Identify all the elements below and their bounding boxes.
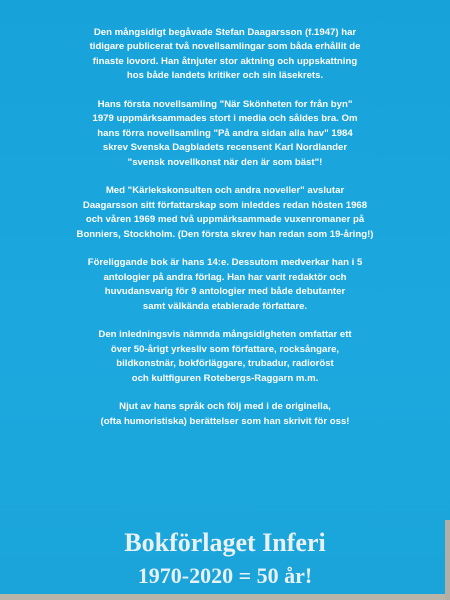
paragraph-authorship	[20, 184, 430, 242]
paragraph-anthologies	[20, 256, 430, 314]
text-line: Den mångsidigt begåvade Stefan Daagarsson (f.1947) har	[93, 27, 357, 38]
text-line: hos både landets kritiker och sin läsekrets.	[126, 70, 324, 82]
text-line: 1979 uppmärksammades stort i media och såldes bra. Om	[92, 113, 358, 125]
text-line: Den inledningsvis nämnda mångsidigheten omfattar ett	[98, 329, 352, 341]
paragraph-first-collection	[20, 98, 430, 170]
text-line: hans förra novellsamling "På andra sidan alla hav" 1984	[97, 127, 353, 139]
paragraph-career	[20, 328, 430, 386]
text-line: (ofta humoristiska) berättelser som han skrivit för oss!	[100, 415, 350, 427]
table-surface-corner	[445, 520, 450, 600]
publisher-anniversary: 1970-2020 = 50 år!	[137, 563, 313, 588]
text-line: skrev Svenska Dagbladets recensent Karl Nordlander	[102, 142, 348, 154]
text-line: huvudansvarig för 9 antologier med både debutanter	[104, 286, 346, 298]
paragraph-intro	[20, 26, 430, 84]
text-line: finaste lovord. Han åtnjuter stor aktning och uppskattning	[92, 55, 358, 67]
blurb-text	[20, 26, 430, 444]
text-line: och kultfiguren Rotebergs-Raggarn m.m.	[131, 372, 319, 384]
publisher-name: Bokförlaget Inferi	[124, 528, 326, 557]
text-line: Hans första novellsamling "När Skönheten for från byn"	[97, 99, 353, 111]
table-surface-edge	[0, 594, 450, 600]
text-line: och våren 1969 med två uppmärksammade vuxenromaner på	[85, 214, 365, 226]
text-line: Föreliggande bok är hans 14:e. Dessutom medverkar han i 5	[87, 257, 363, 269]
text-line: antologier på andra förlag. Han har varit redaktör och	[103, 271, 347, 283]
text-line: bildkonstnär, bokförläggare, trubadur, radioröst	[116, 358, 334, 370]
text-line: "svensk novellkonst när den är som bäst"!	[127, 156, 323, 168]
paragraph-closing	[20, 400, 430, 429]
text-line: över 50-årigt yrkesliv som författare, rocksångare,	[110, 343, 340, 355]
text-line: Med "Kärlekskonsulten och andra noveller" avslutar	[105, 185, 345, 197]
text-line: Daagarsson sitt författarskap som inleddes redan hösten 1968	[82, 199, 368, 211]
text-line: Njut av hans språk och följ med i de originella,	[119, 401, 331, 413]
text-line: Bonniers, Stockholm. (Den första skrev han redan som 19-åring!)	[76, 228, 374, 240]
publisher-block	[0, 528, 450, 590]
text-line: tidigare publicerat två novellsamlingar som båda erhållit de	[89, 41, 361, 53]
text-line: samt välkända etablerade författare.	[142, 300, 308, 312]
